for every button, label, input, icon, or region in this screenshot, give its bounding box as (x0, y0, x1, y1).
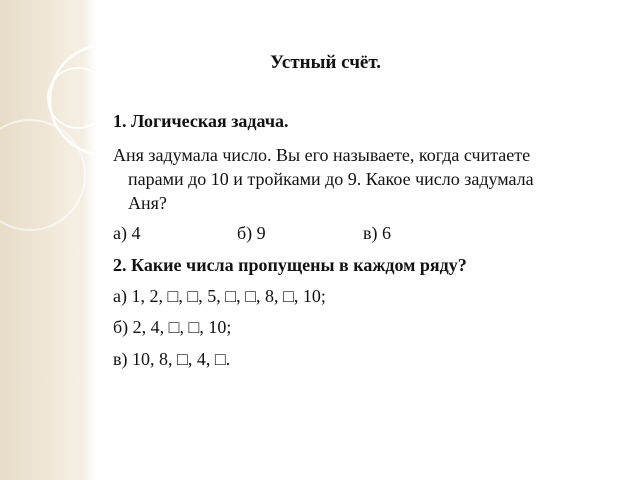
task1-option-c: в) 6 (363, 223, 391, 243)
task2-row-b: б) 2, 4, □, □, 10; (113, 317, 232, 337)
task1-option-b: б) 9 (237, 223, 266, 243)
task1-text-line1: Аня задумала число. Вы его называете, когда считаете (113, 145, 531, 165)
task1-text-line3: Аня? (128, 193, 167, 213)
task2-row-a: а) 1, 2, □, □, 5, □, □, 8, □, 10; (113, 286, 326, 306)
slide-title: Устный счёт. (270, 52, 381, 73)
task1-heading: 1. Логическая задача. (113, 111, 289, 131)
task1-option-a: а) 4 (113, 223, 141, 243)
task1-text-line2: парами до 10 и тройками до 9. Какое число задумала (128, 169, 534, 189)
decorative-circles (0, 0, 110, 480)
task2-row-c: в) 10, 8, □, 4, □. (113, 349, 231, 369)
task2-heading: 2. Какие числа пропущены в каждом ряду? (113, 255, 467, 275)
